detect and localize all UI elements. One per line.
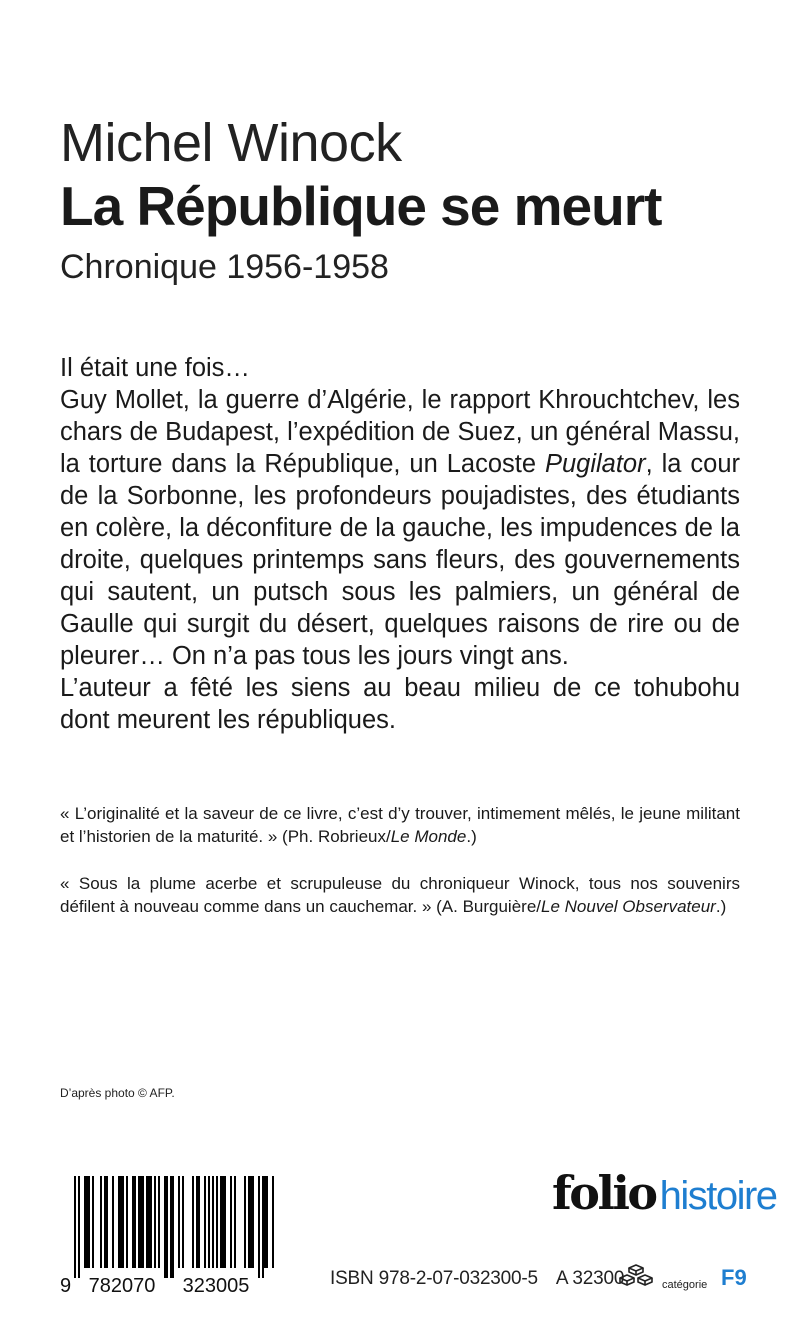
barcode-bar [258,1176,260,1278]
blurb-closing: L’auteur a fêté les siens au beau milieu de ce tohubohu dont meurent les républiques. [60,674,740,734]
barcode-bar [196,1176,198,1268]
quote-text: « Sous la plume acerbe et scrupuleuse du chroniqueur Winock, tous nos souvenirs défilent à nouveau comme dans un cauchemar. » (A. Burguière/ [60,874,740,916]
barcode-bar [78,1176,80,1278]
barcode-bar [84,1176,86,1268]
barcode-bar [148,1176,150,1268]
barcode-bar [216,1176,218,1268]
barcode-bar [220,1176,222,1268]
barcode-bar [104,1176,106,1268]
barcode-bar [208,1176,210,1268]
barcode-bar [146,1176,148,1268]
barcode-bar [140,1176,142,1268]
quote-text: « L’originalité et la saveur de ce livre, c’est d’y trouver, intimement mêlés, le jeune militant et l’historien de la maturité. » (Ph. Robrieux/ [60,804,740,846]
barcode-digit-first: 9 [60,1275,72,1296]
blurb-intro: Il était une fois… [60,354,250,382]
author-name: Michel Winock [60,113,402,173]
barcode-bar [150,1176,152,1268]
barcode-bar [100,1176,102,1268]
barcode-bar [230,1176,232,1268]
blurb-text-continued: , la cour de la Sorbonne, les profondeurs poujadistes, des étudiants en colère, la déconfiture de la gauche, les impudences de la droite, quelques printemps sans fleurs, des gouvernements qui sautent, un putsch sous les palmiers, un général de Gaulle qui surgit du désert, quelques raisons de rire ou de pleurer… On n’a pas tous les jours vingt ans. [60,450,740,670]
press-quote-1 [60,802,740,848]
barcode-graphic [60,1176,282,1296]
barcode-bar [252,1176,254,1268]
barcode-bar [154,1176,156,1268]
book-subtitle: Chronique 1956-1958 [60,248,389,286]
barcode-bar [172,1176,174,1278]
blurb-italic: Pugilator [544,450,646,478]
barcode-digits-left: 782070 [88,1275,156,1296]
barcode-bar [118,1176,120,1268]
barcode-bar [106,1176,108,1268]
barcode-bar [158,1176,160,1268]
logo-histoire: histoire [659,1174,777,1218]
barcode-bar [164,1176,166,1278]
barcode-digits-right: 323005 [182,1275,250,1296]
barcode-bar [170,1176,172,1278]
barcode-bar [74,1176,76,1278]
barcode-bar [132,1176,134,1268]
barcode-bar [120,1176,122,1268]
barcode-bar [222,1176,224,1268]
photo-credit: D’après photo © AFP. [60,1086,175,1100]
barcode [60,1176,282,1296]
isbn-number: ISBN 978-2-07-032300-5 [330,1268,538,1289]
barcode-bar [182,1176,184,1268]
isbn-line [330,1268,624,1290]
logo-folio: folio [552,1166,656,1220]
barcode-bar [272,1176,274,1268]
barcode-bar [248,1176,250,1268]
barcode-bar [178,1176,180,1268]
quote-end: .) [466,827,477,846]
barcode-bar [264,1176,266,1268]
category-label: catégorie [662,1279,708,1291]
barcode-bar [234,1176,236,1268]
barcode-bar [244,1176,246,1268]
books-icon [616,1262,656,1290]
barcode-bar [88,1176,90,1268]
blurb-paragraph [60,384,740,672]
quote-end: .) [715,897,727,916]
barcode-bar [92,1176,94,1268]
category-code: F9 [721,1265,747,1290]
barcode-bar [224,1176,226,1268]
quote-source: Le Monde [390,827,467,846]
folio-histoire-logo [552,1166,777,1220]
barcode-bar [266,1176,268,1268]
press-quote-2 [60,872,740,918]
barcode-bar [262,1176,264,1278]
barcode-bar [138,1176,140,1268]
barcode-bar [142,1176,144,1268]
barcode-bar [126,1176,128,1268]
barcode-bar [250,1176,252,1268]
barcode-bar [112,1176,114,1268]
barcode-bar [198,1176,200,1268]
barcode-bar [86,1176,88,1268]
blurb-text: Guy Mollet, la guerre d’Algérie, le rapport Khrouchtchev, les chars de Budapest, l’expédition de Suez, un général Massu, la torture dans la République, un Lacoste [60,386,740,478]
book-title: La République se meurt [60,175,662,237]
barcode-bar [212,1176,214,1268]
barcode-bar [122,1176,124,1268]
barcode-bar [192,1176,194,1268]
price-code: A 32300 [555,1268,625,1289]
quote-source: Le Nouvel Observateur [541,897,716,916]
barcode-bar [204,1176,206,1268]
barcode-bar [166,1176,168,1278]
blurb [60,352,740,736]
barcode-bar [134,1176,136,1268]
